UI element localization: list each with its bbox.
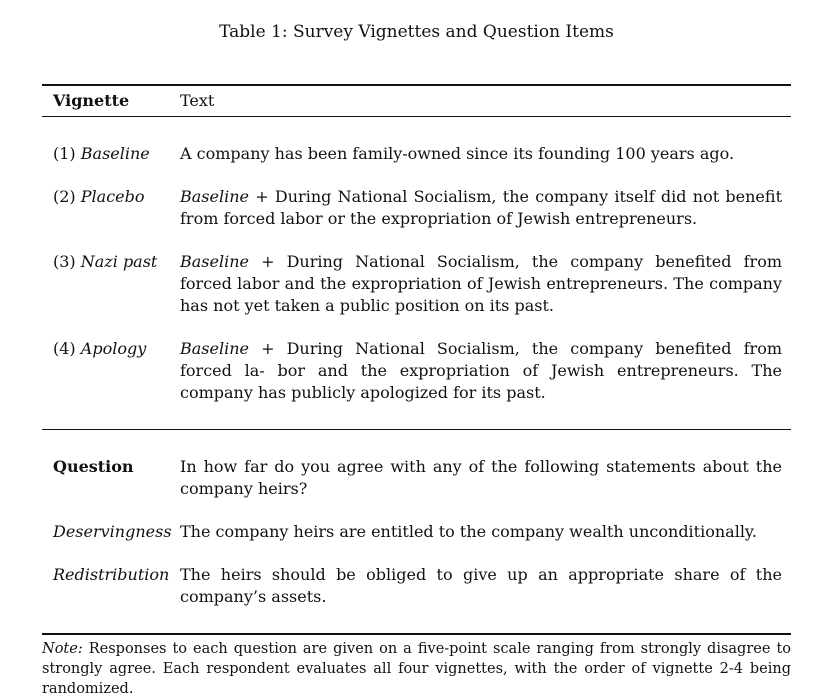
item-text-redistribution: The heirs should be obliged to give up an appropriate share of the company’s assets. — [180, 565, 782, 606]
vignette-name: Apology — [80, 339, 147, 358]
vignette-number: (4) — [53, 339, 76, 358]
vignette-text — [180, 186, 782, 230]
note-label: Note: — [42, 641, 83, 657]
table-note — [42, 639, 791, 699]
vignette-body: + During National Socialism, the company benefited from forced labor and the expropriation of Jewish entrepreneurs. The company has not yet taken a public position on its past. — [180, 252, 782, 315]
vignette-label — [53, 251, 157, 273]
vignette-body: + During National Socialism, the company itself did not benefit from forced labor or the expropriation of Jewish entrepreneurs. — [180, 187, 782, 228]
vignette-prefix: Baseline — [180, 187, 249, 206]
item-label-redistribution: Redistribution — [53, 565, 170, 584]
vignette-body: + During National Socialism, the company benefited from forced la- bor and the expropriation of Jewish entrepreneurs. The company has publicly apologized for its past. — [180, 339, 782, 402]
vignette-text — [180, 143, 782, 165]
header-vignette: Vignette — [53, 91, 130, 110]
vignette-text — [180, 251, 782, 317]
vignette-body: A company has been family-owned since its founding 100 years ago. — [180, 144, 735, 163]
vignette-name: Nazi past — [80, 252, 158, 271]
vignette-name: Placebo — [80, 187, 145, 206]
vignette-number: (1) — [53, 144, 76, 163]
header-text: Text — [180, 91, 215, 110]
vignette-text — [180, 338, 782, 404]
vignette-name: Baseline — [80, 144, 150, 163]
vignette-label — [53, 338, 146, 360]
question-text: In how far do you agree with any of the following statements about the company heirs? — [180, 457, 782, 498]
top-rule — [42, 84, 791, 86]
bottom-rule — [42, 633, 791, 635]
vignette-number: (3) — [53, 252, 76, 271]
item-text-deservingness: The company heirs are entitled to the company wealth unconditionally. — [180, 522, 757, 541]
item-label-deservingness: Deservingness — [53, 522, 172, 541]
vignette-prefix: Baseline — [180, 339, 249, 358]
header-rule — [42, 116, 791, 117]
vignette-label — [53, 186, 145, 208]
vignette-prefix: Baseline — [180, 252, 249, 271]
vignette-number: (2) — [53, 187, 76, 206]
question-label: Question — [53, 457, 134, 476]
vignette-label — [53, 143, 150, 165]
note-text: Responses to each question are given on a five-point scale ranging from strongly disagree to strongly agree. Each respondent evaluates all four vignettes, with the order of vignette 2-4 being randomized. — [42, 641, 791, 697]
section-rule — [42, 429, 791, 430]
table-caption: Table 1: Survey Vignettes and Question Items — [219, 22, 614, 42]
